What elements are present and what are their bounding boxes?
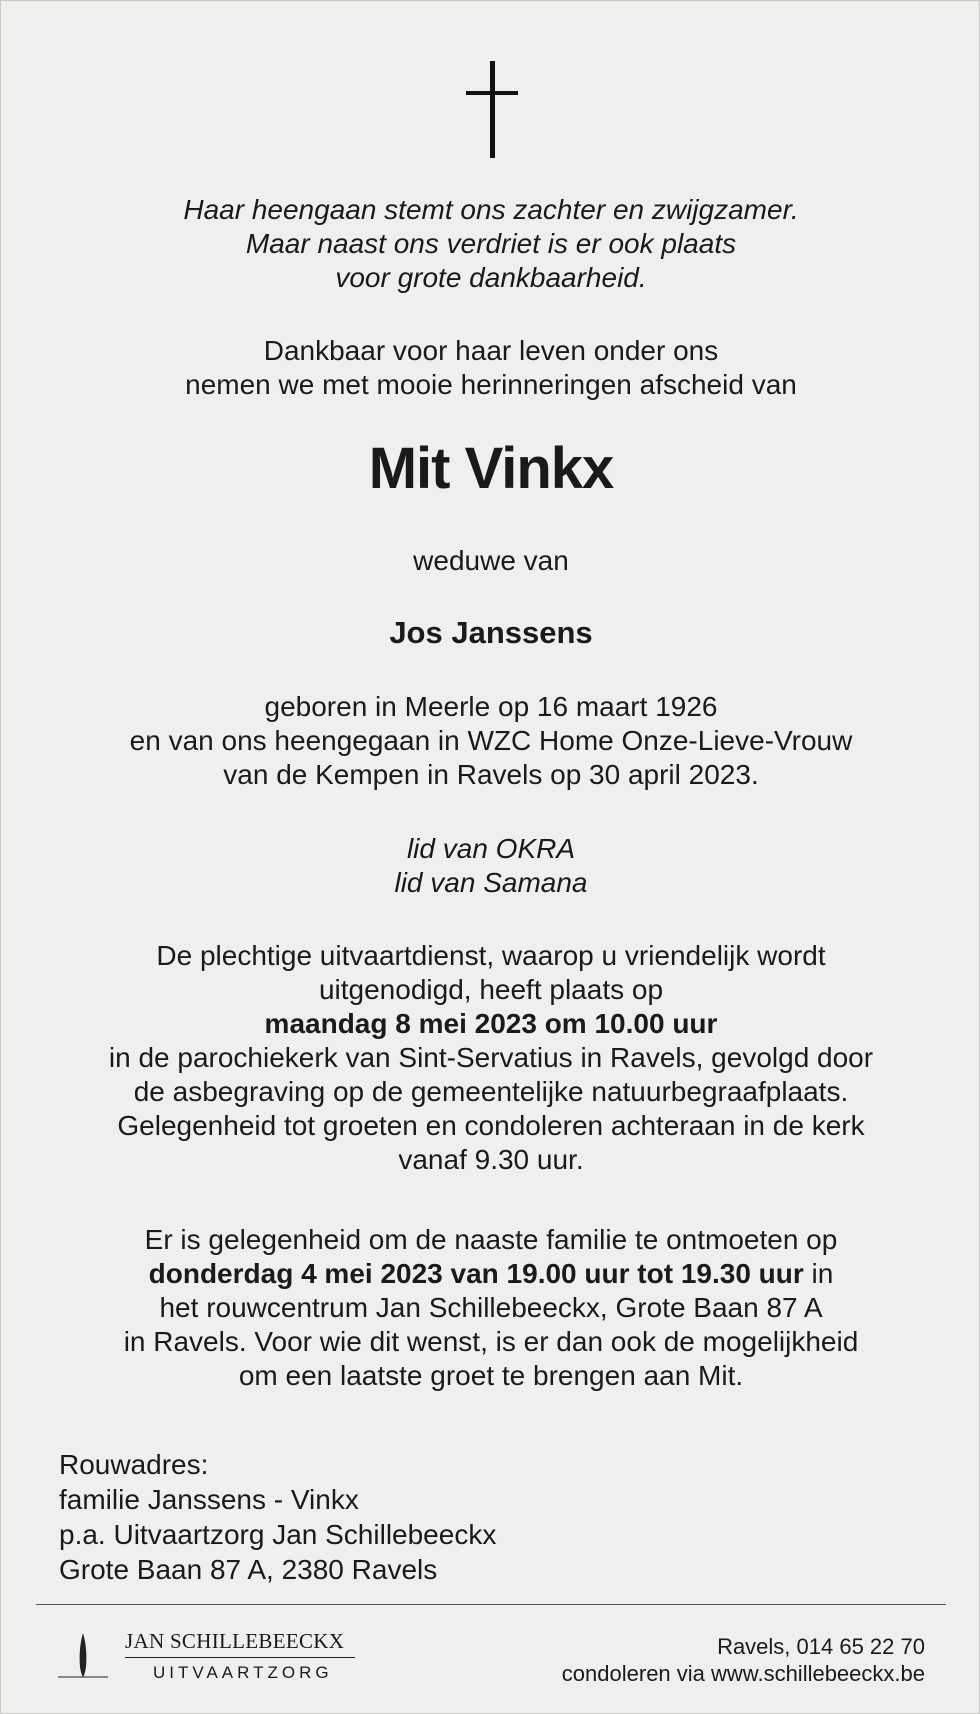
address-line: p.a. Uitvaartzorg Jan Schillebeeckx [59,1519,497,1550]
contact-phone: Ravels, 014 65 22 70 [717,1634,925,1659]
life-line: en van ons heengegaan in WZC Home Onze-Lieve-Vrouw [129,725,853,756]
contact-website[interactable]: condoleren via www.schillebeeckx.be [561,1661,925,1686]
intro [1,334,980,402]
widow-of-text: weduwe van [413,545,569,576]
spouse-name: Jos Janssens [389,615,593,650]
cypress-tree-icon [53,1629,113,1679]
service-line: de asbegraving op de gemeentelijke natuurbegraafplaats. [133,1076,849,1107]
logo-subtitle: UITVAARTZORG [153,1663,333,1682]
membership: lid van Samana [394,867,588,898]
verse [1,193,980,295]
verse-line: Maar naast ons verdriet is er ook plaats [245,228,737,259]
service-line: uitgenodigd, heeft plaats op [318,974,664,1005]
verse-line: Haar heengaan stemt ons zachter en zwijgzamer. [183,194,799,225]
logo-divider [125,1657,355,1658]
visitation-datetime-suffix: in [803,1258,834,1289]
service-line: vanaf 9.30 uur. [398,1144,584,1175]
footer-divider [36,1604,946,1605]
visitation-line: het rouwcentrum Jan Schillebeeckx, Grote Baan 87 A [159,1292,823,1323]
intro-line: nemen we met mooie herinneringen afscheid van [185,369,797,400]
service-datetime: maandag 8 mei 2023 om 10.00 uur [264,1008,718,1039]
visitation-line: om een laatste groet te brengen aan Mit. [238,1360,744,1391]
address-line: Rouwadres: [59,1449,209,1480]
membership: lid van OKRA [406,833,576,864]
funeral-service [1,939,980,1177]
visitation-datetime: donderdag 4 mei 2023 van 19.00 uur tot 19.30 uur [148,1258,804,1289]
visitation [1,1223,980,1393]
address-line: Grote Baan 87 A, 2380 Ravels [59,1554,438,1585]
cross-icon [466,61,518,158]
life-details [1,690,980,792]
memberships [1,832,980,900]
deceased-name: Mit Vinkx [368,436,614,501]
service-line: De plechtige uitvaartdienst, waarop u vriendelijk wordt [156,940,826,971]
life-line: geboren in Meerle op 16 maart 1926 [264,691,718,722]
service-line: Gelegenheid tot groeten en condoleren achteraan in de kerk [117,1110,865,1141]
mourning-address [59,1447,496,1587]
life-line: van de Kempen in Ravels op 30 april 2023. [223,759,759,790]
logo-name: JAN SCHILLEBEECKX [125,1629,345,1653]
address-line: familie Janssens - Vinkx [59,1484,359,1515]
service-line: in de parochiekerk van Sint-Servatius in Ravels, gevolgd door [108,1042,874,1073]
visitation-line: in Ravels. Voor wie dit wenst, is er dan ook de mogelijkheid [123,1326,859,1357]
widow-of [1,544,980,578]
spouse [1,616,980,650]
footer-contact [562,1633,925,1687]
intro-line: Dankbaar voor haar leven onder ons [263,335,719,366]
visitation-line: Er is gelegenheid om de naaste familie te ontmoeten op [144,1224,838,1255]
visitation-datetime-line [1,1257,980,1291]
verse-line: voor grote dankbaarheid. [335,262,647,293]
